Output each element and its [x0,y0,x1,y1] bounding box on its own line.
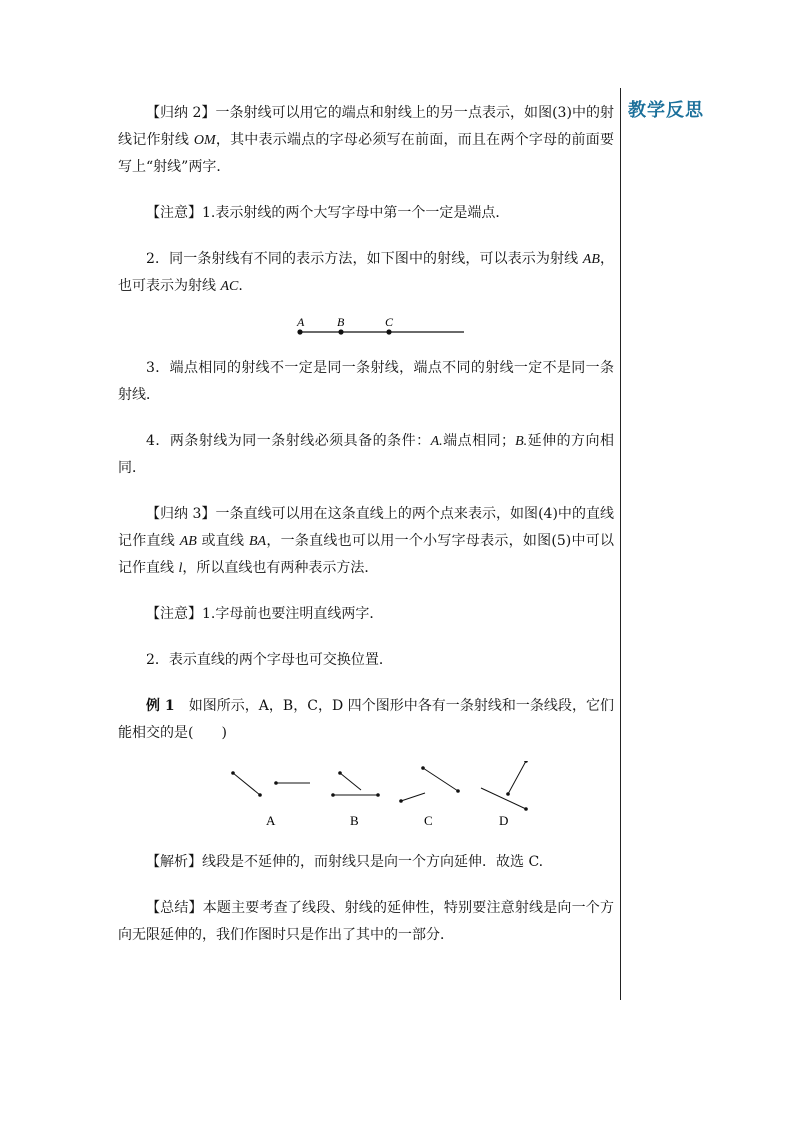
text-span: 2．同一条射线有不同的表示方法，如下图中的射线，可以表示为射线 [146,251,583,267]
label-option-c: C [424,813,433,828]
teaching-reflection-title: 教学反思 [628,100,704,121]
text-span: ，一条直线也可以用一个小写字母表示，如图(5)中可以记作直线 [118,533,614,576]
label-option-b: B [350,813,359,828]
item-3-paragraph: 3．端点相同的射线不一定是同一条射线，端点不同的射线一定不是同一条射线． [118,360,614,403]
text-span: 线段是不延伸的，而射线只是向一个方向延伸．故选 C. [202,854,544,870]
analysis-paragraph [118,849,614,876]
text-span: 1.字母前也要注明直线两字． [202,606,384,622]
text-span: ，所以直线也有两种表示方法． [182,560,379,576]
text-span: ，其中表示端点的字母必须写在前面，而且在两个字母的前面要写上“射线”两字． [118,132,615,175]
summary-paragraph [118,895,614,949]
example-figure [118,761,614,841]
summary-3-tag: 【归纳 3】 [146,506,216,522]
ray-om-label: OM [193,133,216,148]
label-option-d: D [499,813,509,828]
note-tag: 【注意】 [146,606,202,622]
option-a-ray [233,773,260,795]
text-span: 如图所示，A，B，C，D 四个图形中各有一条射线和一条线段，它们能相交的是( ) [118,698,614,741]
ray-ac-label: AC [220,279,239,294]
option-a-label: A. [430,434,443,449]
point-b [338,329,343,334]
text-span: 一条直线可以用在这条直线上的两个点来表示，如图(4)中的直线记作直线 [118,506,614,549]
option-d-segment [481,788,526,809]
option-c-segment [401,793,425,801]
ray-representation-paragraph [118,246,614,300]
line-ab-label: AB [179,534,197,549]
option-c-ray [423,768,458,791]
summary-3-paragraph [118,501,614,582]
text-span: 4．两条射线为同一条射线必须具备的条件： [146,433,431,449]
text-span: 一条射线可以用它的端点和射线上的另一点表示，如图(3)中的射线记作射线 [118,105,614,148]
note-tag: 【注意】 [146,205,202,221]
text-span: 延伸的方向相同． [118,433,615,476]
line-ba-label: BA [249,534,267,549]
label-b: B [337,315,345,329]
example-1-paragraph [118,693,614,747]
option-b-ray [340,773,361,790]
note-2-item-2: 2．表示直线的两个字母也可交换位置． [146,652,393,668]
text-span: 本题主要考查了线段、射线的延伸性，特别要注意射线是向一个方向无限延伸的，我们作图时只是作出了其中的一部分． [118,900,614,943]
item-4-paragraph [118,428,614,482]
text-span: . [238,278,243,294]
margin-divider [620,88,621,1000]
ray-ab-label: AB [582,252,600,267]
note-1-paragraph [118,200,614,227]
label-c: C [385,315,394,329]
option-d-ray [508,761,526,794]
text-span: 或直线 [196,533,249,549]
text-span: 端点相同； [442,433,516,449]
note-2-paragraph [118,601,614,628]
analysis-tag: 【解析】 [146,854,202,870]
ray-figure [118,309,614,343]
text-span: 1.表示射线的两个大写字母中第一个一定是端点． [202,205,510,221]
point-c [386,329,391,334]
point-a [297,329,302,334]
summary-tag: 【总结】 [146,900,203,916]
line-l-label: l [178,561,183,576]
summary-2-tag: 【归纳 2】 [146,105,216,121]
option-b-label: B. [515,434,528,449]
text-span: ，也可表示为射线 [118,251,614,294]
example-label: 例 1 [146,698,175,714]
summary-2-paragraph [118,100,614,181]
label-option-a: A [266,813,276,828]
label-a: A [297,315,305,329]
main-content [118,100,614,949]
